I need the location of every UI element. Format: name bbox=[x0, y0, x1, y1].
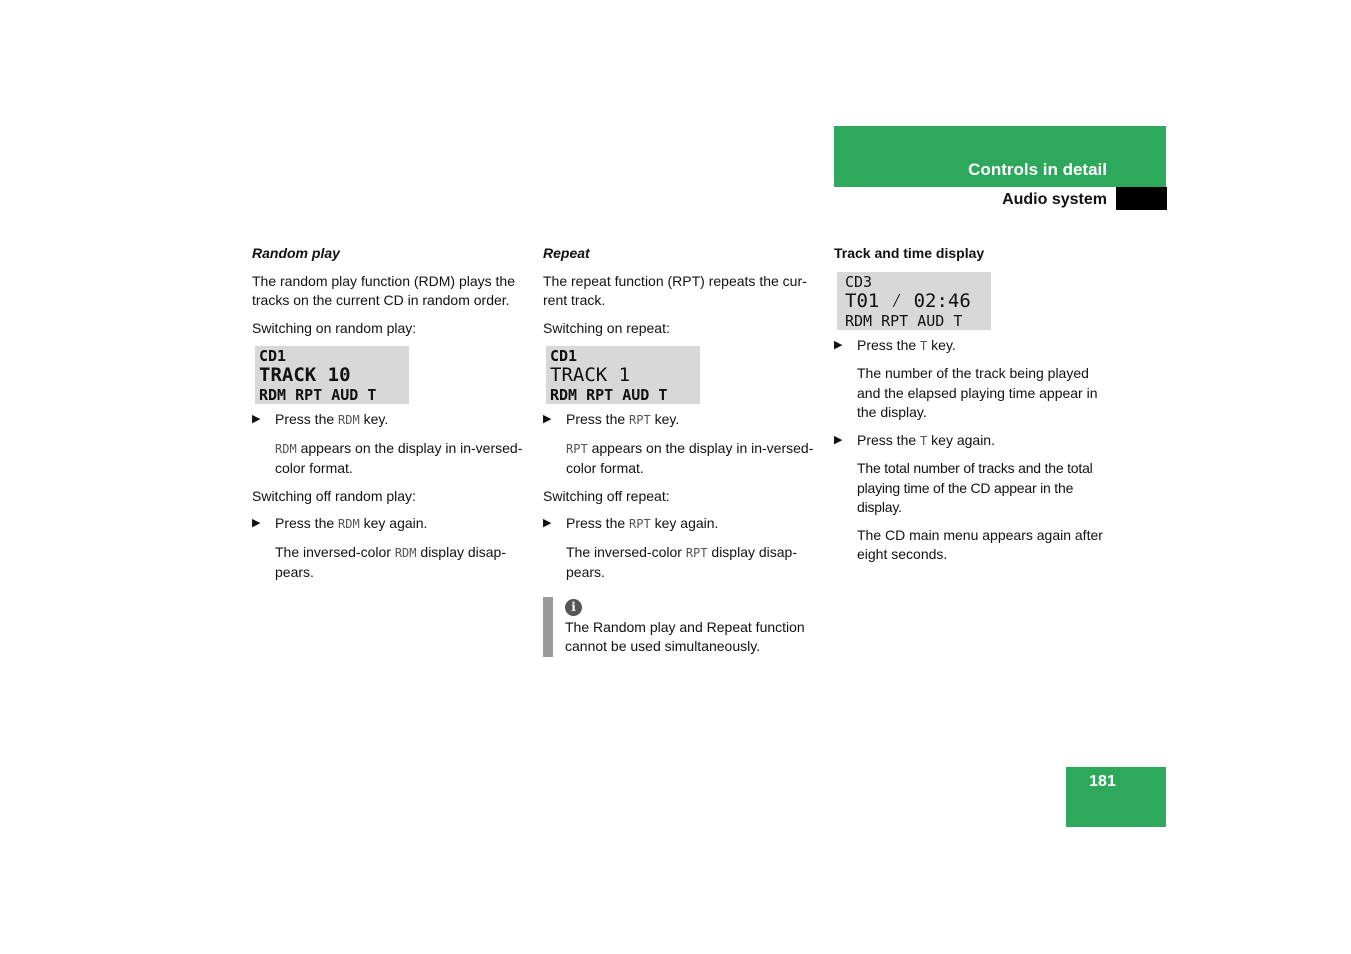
note-bar bbox=[543, 597, 553, 657]
step-text: Press the bbox=[566, 515, 630, 532]
lcd-line-1: CD1 bbox=[550, 347, 578, 365]
step-text: Press the bbox=[857, 336, 921, 353]
step-text: key again. bbox=[927, 431, 995, 448]
lcd-line-3: RDM RPT AUD T bbox=[845, 311, 963, 330]
step-press-rpt-again bbox=[543, 514, 818, 535]
rdm-key-label: RDM bbox=[275, 441, 297, 456]
rdm-key-label: RDM bbox=[394, 545, 417, 560]
lcd-display-repeat bbox=[546, 346, 700, 404]
repeat-description: The repeat function (RPT) repeats the cur-rent track. bbox=[543, 272, 807, 308]
switch-on-random-label: Switching on random play: bbox=[252, 319, 417, 336]
lcd-line-1: CD3 bbox=[845, 272, 873, 291]
t-key-label: T bbox=[920, 338, 928, 353]
lcd-line-3: RDM RPT AUD T bbox=[259, 386, 377, 405]
step-text: key. bbox=[650, 411, 680, 428]
section-title: Audio system bbox=[1002, 191, 1107, 208]
column-random-play bbox=[252, 244, 527, 591]
step-text: Press the bbox=[566, 411, 630, 428]
result-rpt-appears bbox=[543, 439, 818, 479]
info-icon: i bbox=[565, 599, 582, 616]
step-press-rpt bbox=[543, 410, 818, 431]
result-text: appears on the display in in-versed-color format. bbox=[566, 439, 814, 477]
switch-off-random-label: Switching off random play: bbox=[252, 487, 416, 504]
result-text: The inversed-color bbox=[275, 543, 395, 560]
heading-random-play: Random play bbox=[252, 245, 340, 261]
rdm-key-label: RDM bbox=[338, 413, 360, 428]
step-press-t bbox=[834, 336, 1109, 357]
rpt-key-label: RPT bbox=[629, 413, 651, 428]
rpt-key-label: RPT bbox=[629, 517, 651, 532]
rdm-key-label: RDM bbox=[338, 517, 360, 532]
bullet-triangle-icon: ▶ bbox=[543, 517, 552, 530]
step-text: Press the bbox=[275, 411, 339, 428]
result-text: appears on the display in in-versed-color format. bbox=[275, 439, 523, 477]
lcd-line-2: TRACK 10 bbox=[259, 364, 351, 387]
result-rdm-appears bbox=[252, 439, 527, 479]
bullet-triangle-icon: ▶ bbox=[834, 433, 843, 446]
lcd-line-2: T01 ⁄ 02:46 bbox=[845, 289, 971, 312]
step-press-t-again bbox=[834, 431, 1109, 452]
column-track-time bbox=[834, 244, 1109, 573]
note-text: The Random play and Repeat function cannot be used simultaneously. bbox=[565, 618, 805, 655]
result-text: display disap-pears. bbox=[275, 543, 507, 581]
step-text: key again. bbox=[650, 515, 719, 532]
chapter-title: Controls in detail bbox=[968, 160, 1107, 179]
heading-repeat: Repeat bbox=[543, 245, 590, 261]
result-track-time-appear: The number of the track being played and the elapsed playing time appear in the display. bbox=[857, 365, 1098, 421]
step-text: key. bbox=[359, 411, 389, 428]
bullet-triangle-icon: ▶ bbox=[252, 517, 261, 530]
info-note bbox=[543, 597, 818, 657]
switch-on-repeat-label: Switching on repeat: bbox=[543, 319, 670, 336]
step-press-rdm-again bbox=[252, 514, 527, 535]
result-rpt-disappears bbox=[543, 543, 818, 583]
step-text: key again. bbox=[359, 515, 428, 532]
page-number: 181 bbox=[1089, 773, 1116, 790]
rpt-key-label: RPT bbox=[685, 545, 708, 560]
bullet-triangle-icon: ▶ bbox=[543, 413, 552, 426]
result-main-menu-returns: The CD main menu appears again after eight seconds. bbox=[857, 526, 1103, 563]
bullet-triangle-icon: ▶ bbox=[252, 413, 261, 426]
result-text: The inversed-color bbox=[566, 543, 686, 560]
section-tab-marker bbox=[1116, 187, 1167, 210]
bullet-triangle-icon: ▶ bbox=[834, 338, 843, 351]
lcd-line-3: RDM RPT AUD T bbox=[550, 386, 668, 405]
heading-track-time: Track and time display bbox=[834, 245, 985, 261]
rpt-key-label: RPT bbox=[566, 441, 588, 456]
switch-off-repeat-label: Switching off repeat: bbox=[543, 487, 670, 504]
lcd-display-random bbox=[255, 346, 409, 404]
step-text: Press the bbox=[857, 431, 921, 448]
step-press-rdm bbox=[252, 410, 527, 431]
random-play-description: The random play function (RDM) plays the tracks on the current CD in random order. bbox=[252, 272, 515, 308]
t-key-label: T bbox=[920, 433, 928, 448]
lcd-line-2: TRACK 1 bbox=[550, 364, 631, 387]
result-text: display disap-pears. bbox=[566, 543, 798, 581]
lcd-display-track-time bbox=[837, 272, 991, 330]
column-repeat bbox=[543, 244, 818, 657]
lcd-line-1: CD1 bbox=[259, 347, 287, 365]
result-rdm-disappears bbox=[252, 543, 527, 583]
result-total-time-appear: The total number of tracks and the total playing time of the CD appear in the display. bbox=[857, 460, 1093, 516]
step-text: key. bbox=[927, 336, 956, 353]
step-text: Press the bbox=[275, 515, 339, 532]
